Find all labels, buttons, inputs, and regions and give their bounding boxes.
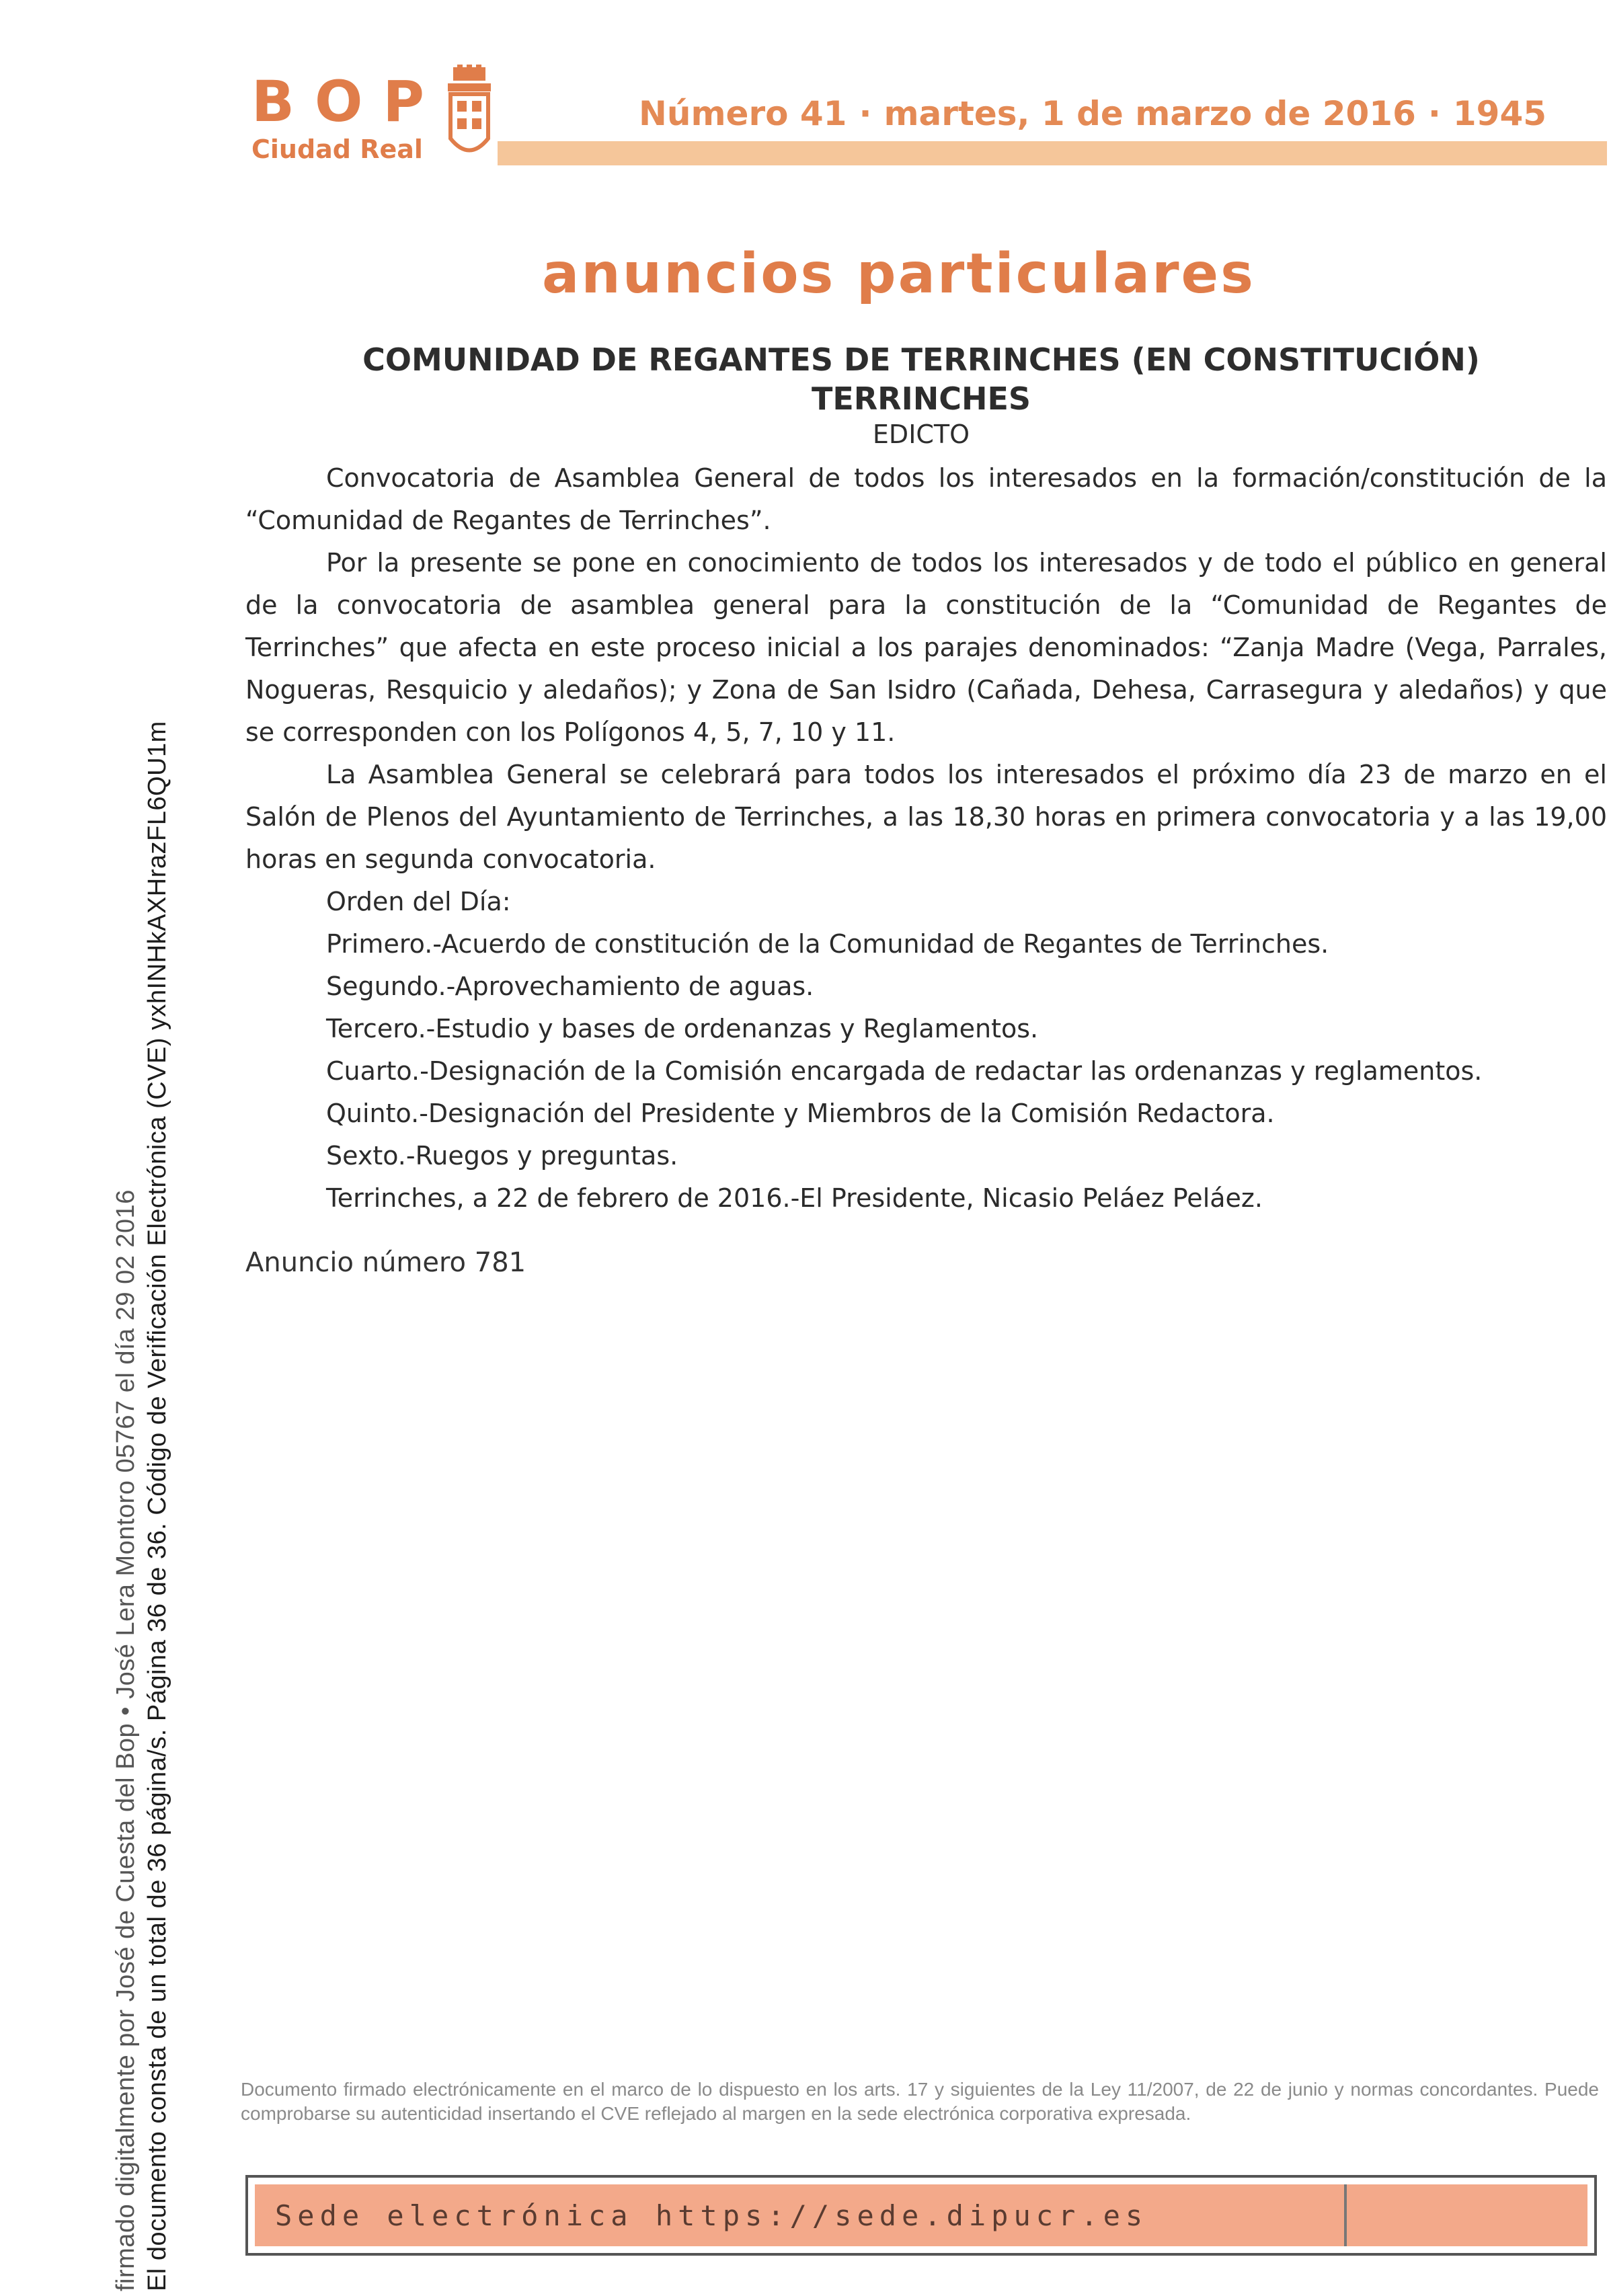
bop-logo: BOP [251, 69, 444, 134]
agenda-item: Quinto.-Designación del Presidente y Miembros de la Comisión Redactora. [326, 1099, 1275, 1128]
coat-of-arms-icon [444, 65, 495, 165]
footer-divider [1344, 2184, 1347, 2246]
announcement-number: Anuncio número 781 [245, 1247, 526, 1278]
document-type: EDICTO [872, 420, 970, 449]
signature-paragraph: Terrinches, a 22 de febrero de 2016.-El Presidente, Nicasio Peláez Peláez. [326, 1183, 1263, 1213]
announcement-body [245, 457, 1607, 1220]
agenda-item: Primero.-Acuerdo de constitución de la Comunidad de Regantes de Terrinches. [326, 929, 1329, 959]
paragraph-convocatoria: Convocatoria de Asamblea General de todos los interesados en la formación/constitución de la “Comunidad de Regantes de Terrinches”. [245, 463, 1607, 535]
issue-number: Número 41 [639, 94, 847, 133]
footer-sede-box [245, 2175, 1597, 2256]
sede-link[interactable]: Sede electrónica https://sede.dipucr.es [275, 2199, 1148, 2232]
bop-logo-subtitle: Ciudad Real [251, 134, 423, 164]
agenda-item: Cuarto.-Designación de la Comisión encargada de redactar las ordenanzas y reglamentos. [326, 1056, 1483, 1086]
header-bar [498, 141, 1607, 165]
issue-date: martes, 1 de marzo de 2016 [884, 94, 1416, 133]
separator: · [1427, 94, 1441, 133]
separator: · [859, 94, 872, 133]
issue-info [639, 94, 1546, 133]
entity-place: TERRINCHES [811, 381, 1031, 417]
cve-line: El documento consta de un total de 36 página/s. Página 36 de 36. Código de Verificación Electrónica (CVE) yxhINHkAXHrazFL6QU1m [143, 721, 171, 2291]
left-margin [0, 0, 182, 2296]
section-title: anuncios particulares [542, 242, 1255, 306]
signature-line: firmado digitalmente por José de Cuesta del Bop • José Lera Montoro 05767 el día 29 02 2016 [112, 1189, 140, 2291]
page-number: 1945 [1452, 94, 1547, 133]
agenda-item: Segundo.-Aprovechamiento de aguas. [326, 972, 814, 1001]
footer-legal-note: Documento firmado electrónicamente en el marco de lo dispuesto en los arts. 17 y siguientes de la Ley 11/2007, de 22 de junio y normas concordantes. Puede comprobarse su autenticidad insertando el CVE reflejado al margen en la sede electrónica corporativa expresada. [241, 2079, 1599, 2124]
cve-strip [106, 0, 180, 2296]
paragraph-asamblea: La Asamblea General se celebrará para todos los interesados el próximo día 23 de marzo en el Salón de Plenos del Ayuntamiento de Terrinches, a las 18,30 horas en primera convocatoria y a las 19,00 horas en segunda convocatoria. [245, 760, 1607, 874]
bulletin-header [242, 61, 1600, 182]
agenda-title: Orden del Día: [326, 887, 511, 916]
paragraph-conocimiento: Por la presente se pone en conocimiento de todos los interesados y de todo el público en general de la convocatoria de asamblea general para la constitución de la “Comunidad de Regantes de Terrinches” que afecta en este proceso inicial a los parajes denominados: “Zanja Madre (Vega, Parrales, Nogueras, Resquicio y aledaños); y Zona de San Isidro (Cañada, Dehesa, Carrasegura y aledaños) y que se corresponden con los Polígonos 4, 5, 7, 10 y 11. [245, 548, 1607, 747]
footer-sede-fill [255, 2184, 1587, 2246]
agenda-item: Tercero.-Estudio y bases de ordenanzas y Reglamentos. [326, 1014, 1039, 1043]
agenda-item: Sexto.-Ruegos y preguntas. [326, 1141, 678, 1171]
entity-name: COMUNIDAD DE REGANTES DE TERRINCHES (EN CONSTITUCIÓN) [362, 342, 1480, 378]
entity-heading [242, 340, 1600, 451]
